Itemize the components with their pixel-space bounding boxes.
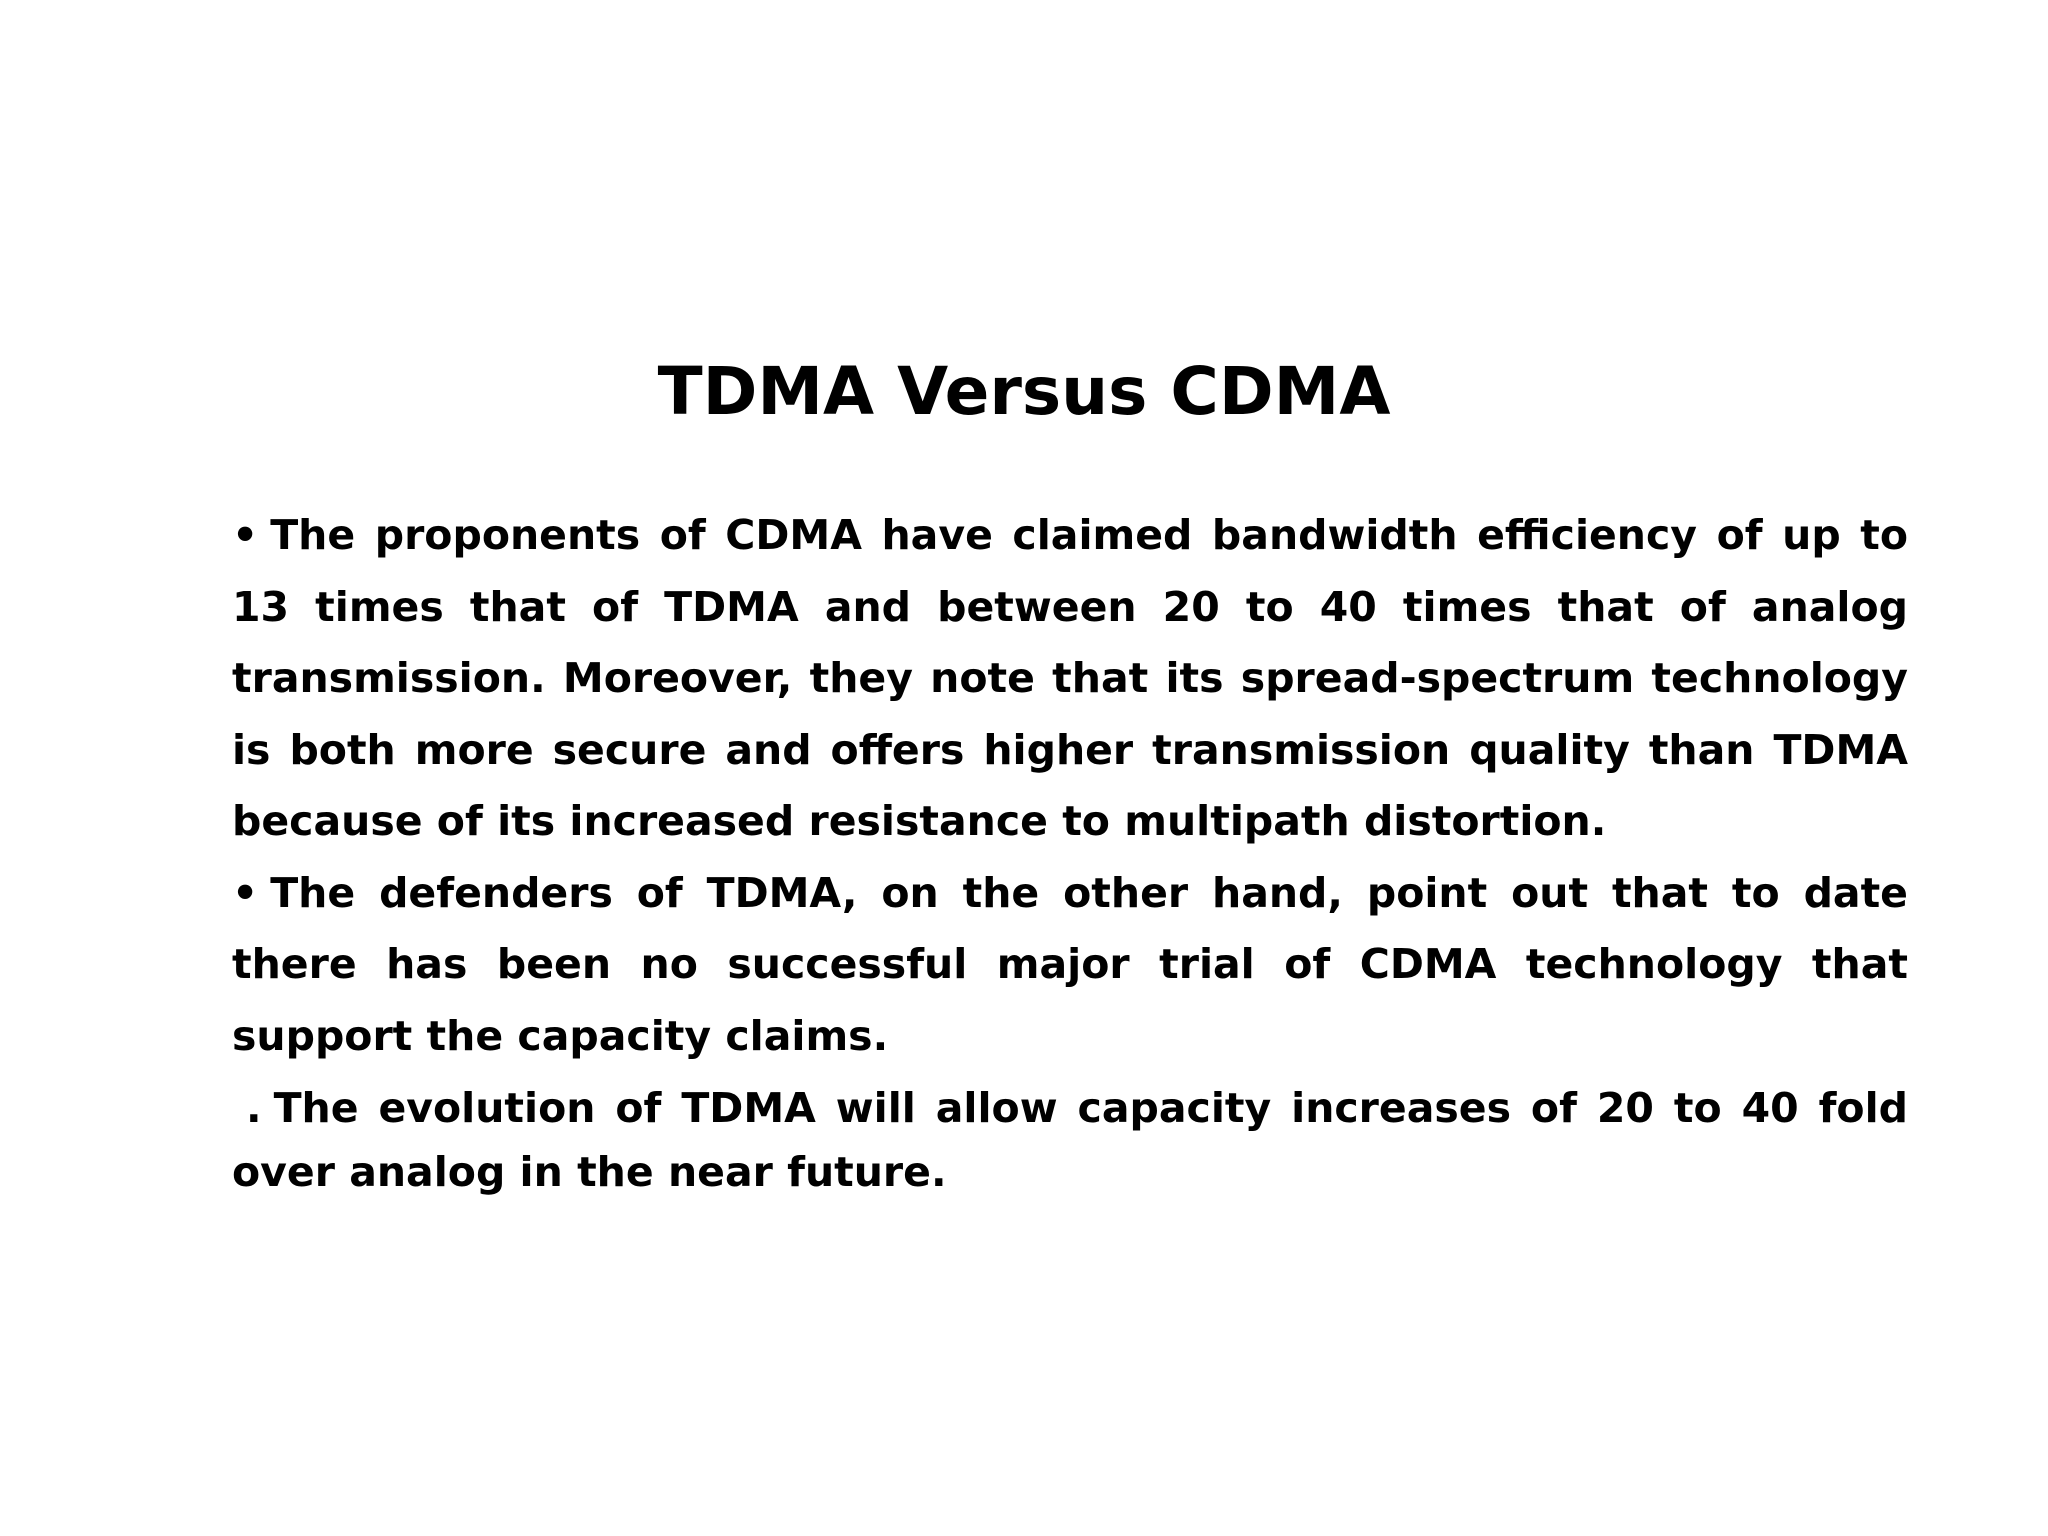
- bullet-text: The defenders of TDMA, on the other hand, point out that to date there has been no successful major trial of CDMA technology that support the capacity claims.: [232, 868, 1908, 1060]
- slide-body: [232, 500, 1908, 1204]
- bullet-text: The evolution of TDMA will allow capacity increases of 20 to 40 fold over analog in the near future.: [232, 1084, 1908, 1196]
- bullet-paragraph-defenders: [232, 858, 1908, 1073]
- bullet-marker: .: [246, 1084, 262, 1132]
- bullet-paragraph-proponents: [232, 500, 1908, 858]
- bullet-text: The proponents of CDMA have claimed bandwidth efficiency of up to 13 times that of TDMA and between 20 to 40 times that of analog transmission. Moreover, they note that its spread-spectrum technology is both more secure and offers higher transmission quality than TDMA because of its increased resistance to multipath distortion.: [232, 511, 1908, 845]
- slide-title: TDMA Versus CDMA: [657, 353, 1391, 430]
- bullet-marker: •: [232, 511, 259, 559]
- bullet-marker: •: [232, 868, 259, 917]
- bullet-paragraph-evolution: [232, 1076, 1908, 1204]
